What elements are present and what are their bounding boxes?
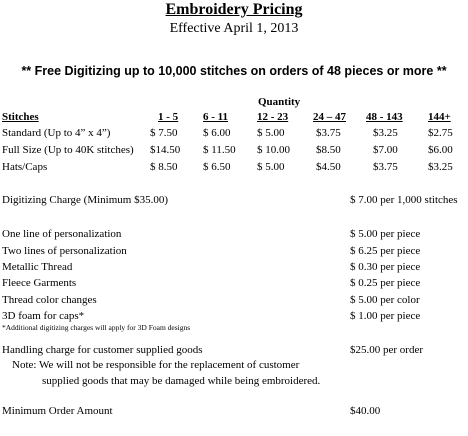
price-cell: $3.25 [428, 161, 453, 173]
minimum-order-label: Minimum Order Amount [2, 405, 113, 417]
price-cell: $6.00 [428, 144, 453, 156]
extra-price: $ 5.00 per piece [350, 228, 421, 240]
extra-price: $ 1.00 per piece [350, 310, 421, 322]
page-title: Embroidery Pricing [165, 1, 303, 18]
price-cell: $ 8.50 [150, 161, 178, 173]
effective-date: Effective April 1, 2013 [169, 21, 299, 36]
column-header-qty-12-23: 12 - 23 [257, 111, 289, 123]
column-header-qty-144-plus: 144+ [428, 111, 451, 123]
row-label: Standard (Up to 4” x 4”) [2, 127, 111, 139]
extra-price: $ 0.25 per piece [350, 277, 421, 289]
digitizing-charge-price: $ 7.00 per 1,000 stitches [350, 194, 458, 206]
quantity-label: Quantity [258, 96, 301, 108]
price-cell: $3.75 [373, 161, 398, 173]
column-header-qty-1-5: 1 - 5 [158, 111, 179, 123]
price-cell: $4.50 [316, 161, 341, 173]
price-cell: $2.75 [428, 127, 453, 139]
price-cell: $ 11.50 [203, 144, 236, 156]
extra-price: $ 6.25 per piece [350, 245, 421, 257]
handling-charge-label: Handling charge for customer supplied goods [2, 344, 203, 356]
price-cell: $ 7.50 [150, 127, 178, 139]
price-cell: $ 6.50 [203, 161, 231, 173]
minimum-order-price: $40.00 [350, 405, 381, 417]
extra-label: 3D foam for caps* [2, 310, 85, 322]
extra-label: Fleece Garments [2, 277, 77, 289]
price-cell: $ 10.00 [257, 144, 290, 156]
extra-label: Thread color changes [2, 294, 97, 306]
price-cell: $ 6.00 [203, 127, 231, 139]
price-cell: $ 5.00 [257, 161, 285, 173]
extra-label: Two lines of personalization [2, 245, 127, 257]
extra-label: Metallic Thread [2, 261, 73, 273]
column-header-qty-6-11: 6 - 11 [203, 111, 229, 123]
free-digitizing-banner: ** Free Digitizing up to 10,000 stitches on orders of 48 pieces or more ** [21, 64, 447, 78]
price-cell: $ 5.00 [257, 127, 285, 139]
foam-footnote: *Additional digitizing charges will apply for 3D Foam designs [2, 323, 191, 332]
column-header-qty-24-47: 24 – 47 [313, 111, 346, 123]
handling-note-line-1: Note: We will not be responsible for the replacement of customer [12, 359, 300, 371]
extra-label: One line of personalization [2, 228, 122, 240]
handling-note-line-2: supplied goods that may be damaged while being embroidered. [42, 375, 321, 387]
price-cell: $3.25 [373, 127, 398, 139]
extra-price: $ 0.30 per piece [350, 261, 421, 273]
row-label: Full Size (Up to 40K stitches) [2, 144, 134, 156]
column-header-stitches: Stitches [2, 111, 39, 123]
extra-price: $ 5.00 per color [350, 294, 420, 306]
price-cell: $7.00 [373, 144, 398, 156]
price-cell: $8.50 [316, 144, 341, 156]
row-label: Hats/Caps [2, 161, 48, 173]
handling-charge-price: $25.00 per order [350, 344, 424, 356]
price-cell: $14.50 [150, 144, 181, 156]
price-cell: $3.75 [316, 127, 341, 139]
column-header-qty-48-143: 48 - 143 [366, 111, 403, 123]
digitizing-charge-label: Digitizing Charge (Minimum $35.00) [2, 194, 169, 206]
